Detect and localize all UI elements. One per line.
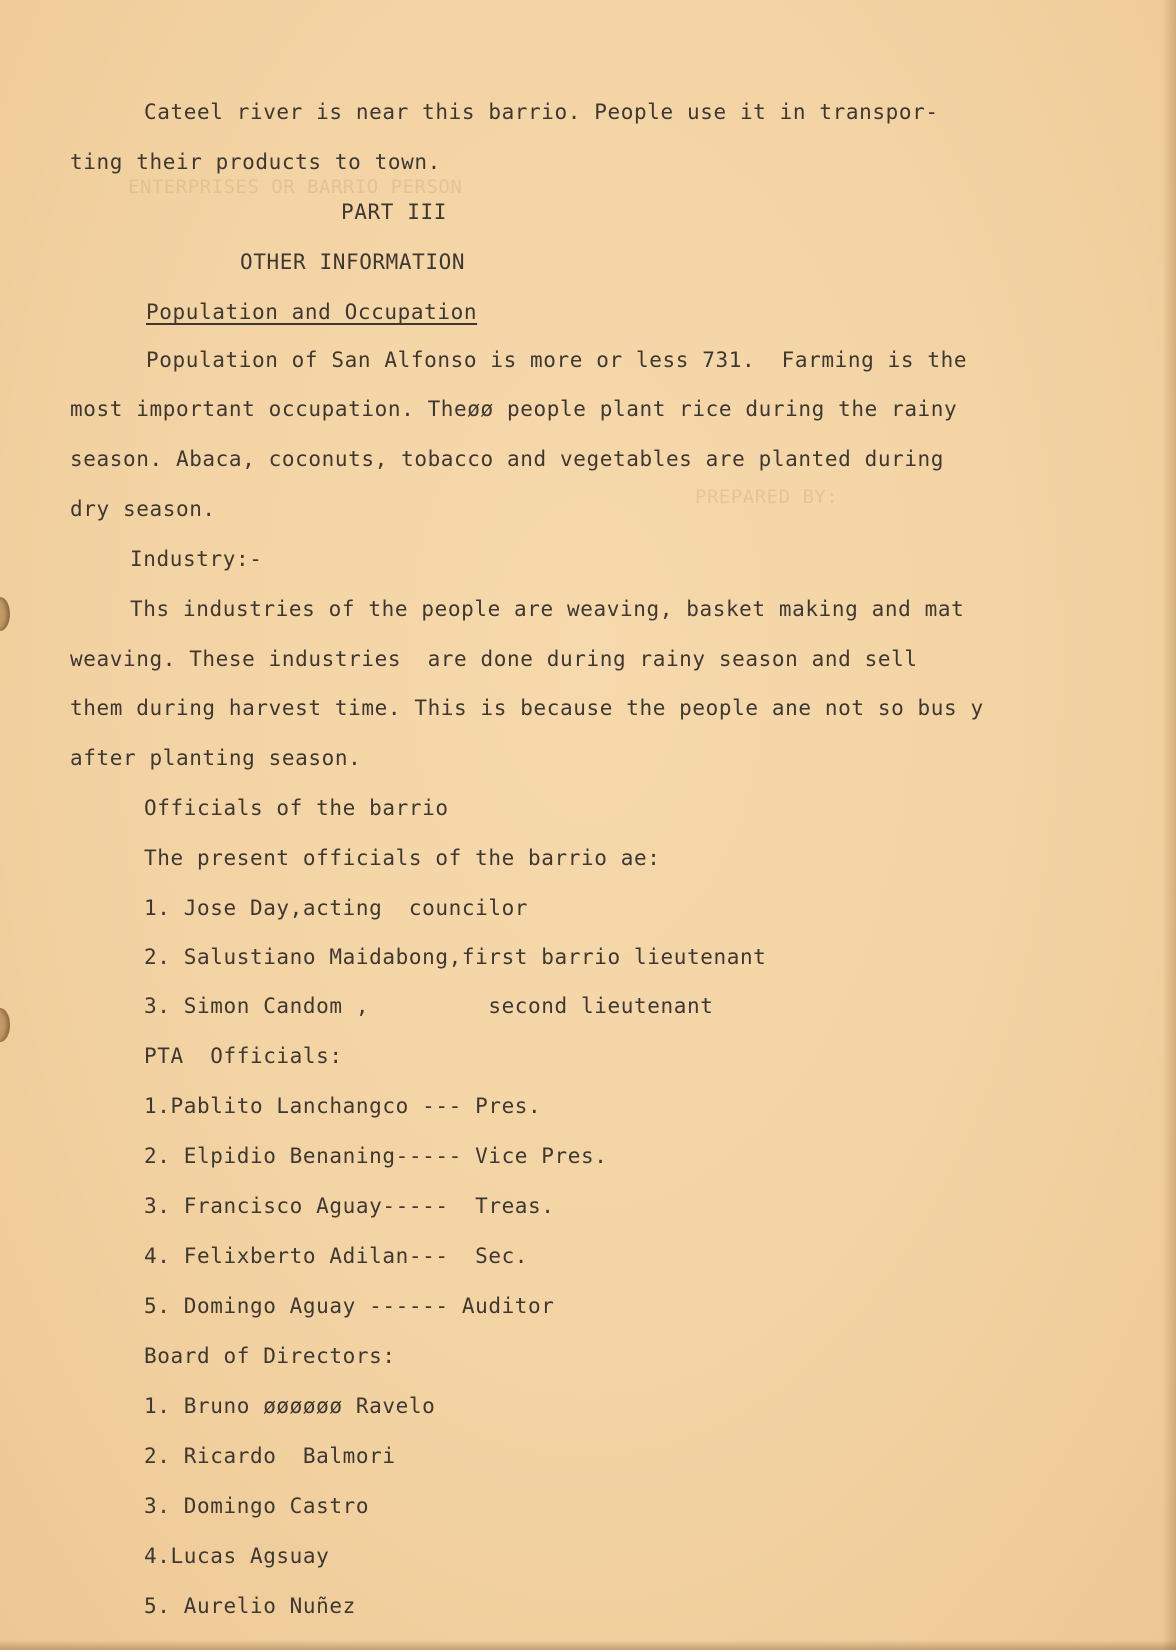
barrio-official-item: 3. Simon Candom , second lieutenant: [144, 994, 714, 1018]
bleed-through-text: ENTERPRISES OR BARRIO PERSON: [128, 176, 463, 198]
director-item: 3. Domingo Castro: [144, 1494, 370, 1518]
pta-official-item: 1.Pablito Lanchangco --- Pres.: [144, 1094, 542, 1118]
punch-hole: [0, 597, 10, 631]
pta-official-item: 5. Domingo Aguay ------ Auditor: [144, 1294, 555, 1318]
industry-line-1: Ths industries of the people are weaving, basket making and mat: [130, 597, 965, 621]
paper-edge-shadow: [1162, 0, 1176, 1650]
director-item: 4.Lucas Agsuay: [144, 1544, 330, 1568]
pta-official-item: 2. Elpidio Benaning----- Vice Pres.: [144, 1144, 608, 1168]
punch-hole: [0, 1008, 10, 1042]
industry-heading: Industry:-: [130, 547, 263, 571]
barrio-officials-heading: Officials of the barrio: [144, 796, 449, 820]
bleed-through-text: PREPARED BY:: [695, 486, 839, 508]
part-heading: PART III: [341, 200, 447, 224]
population-line-2: most important occupation. Theøø people plant rice during the rainy: [70, 397, 958, 421]
population-line-1: Population of San Alfonso is more or less 731. Farming is the: [146, 348, 968, 372]
population-heading: Population and Occupation: [146, 300, 478, 324]
industry-line-4: after planting season.: [70, 746, 362, 770]
industry-line-3: them during harvest time. This is because the people ane not so bus y: [70, 696, 984, 720]
section-heading: OTHER INFORMATION: [240, 250, 466, 274]
river-paragraph-line-1: Cateel river is near this barrio. People use it in transpor-: [144, 100, 939, 124]
river-paragraph-line-2: ting their products to town.: [70, 150, 441, 174]
director-item: 1. Bruno øøøøøø Ravelo: [144, 1394, 436, 1418]
pta-official-item: 4. Felixberto Adilan--- Sec.: [144, 1244, 529, 1268]
pta-official-item: 3. Francisco Aguay----- Treas.: [144, 1194, 555, 1218]
barrio-official-item: 2. Salustiano Maidabong,first barrio lieutenant: [144, 945, 767, 969]
paper-edge-shadow: [0, 1640, 1176, 1650]
industry-line-2: weaving. These industries are done during rainy season and sell: [70, 647, 918, 671]
barrio-official-item: 1. Jose Day,acting councilor: [144, 896, 529, 920]
population-line-3: season. Abaca, coconuts, tobacco and vegetables are planted during: [70, 447, 945, 471]
director-item: 2. Ricardo Balmori: [144, 1444, 396, 1468]
barrio-officials-intro: The present officials of the barrio ae:: [144, 846, 661, 870]
director-item: 5. Aurelio Nuñez: [144, 1594, 356, 1618]
pta-officials-heading: PTA Officials:: [144, 1044, 343, 1068]
board-of-directors-heading: Board of Directors:: [144, 1344, 396, 1368]
population-line-4: dry season.: [70, 497, 216, 521]
